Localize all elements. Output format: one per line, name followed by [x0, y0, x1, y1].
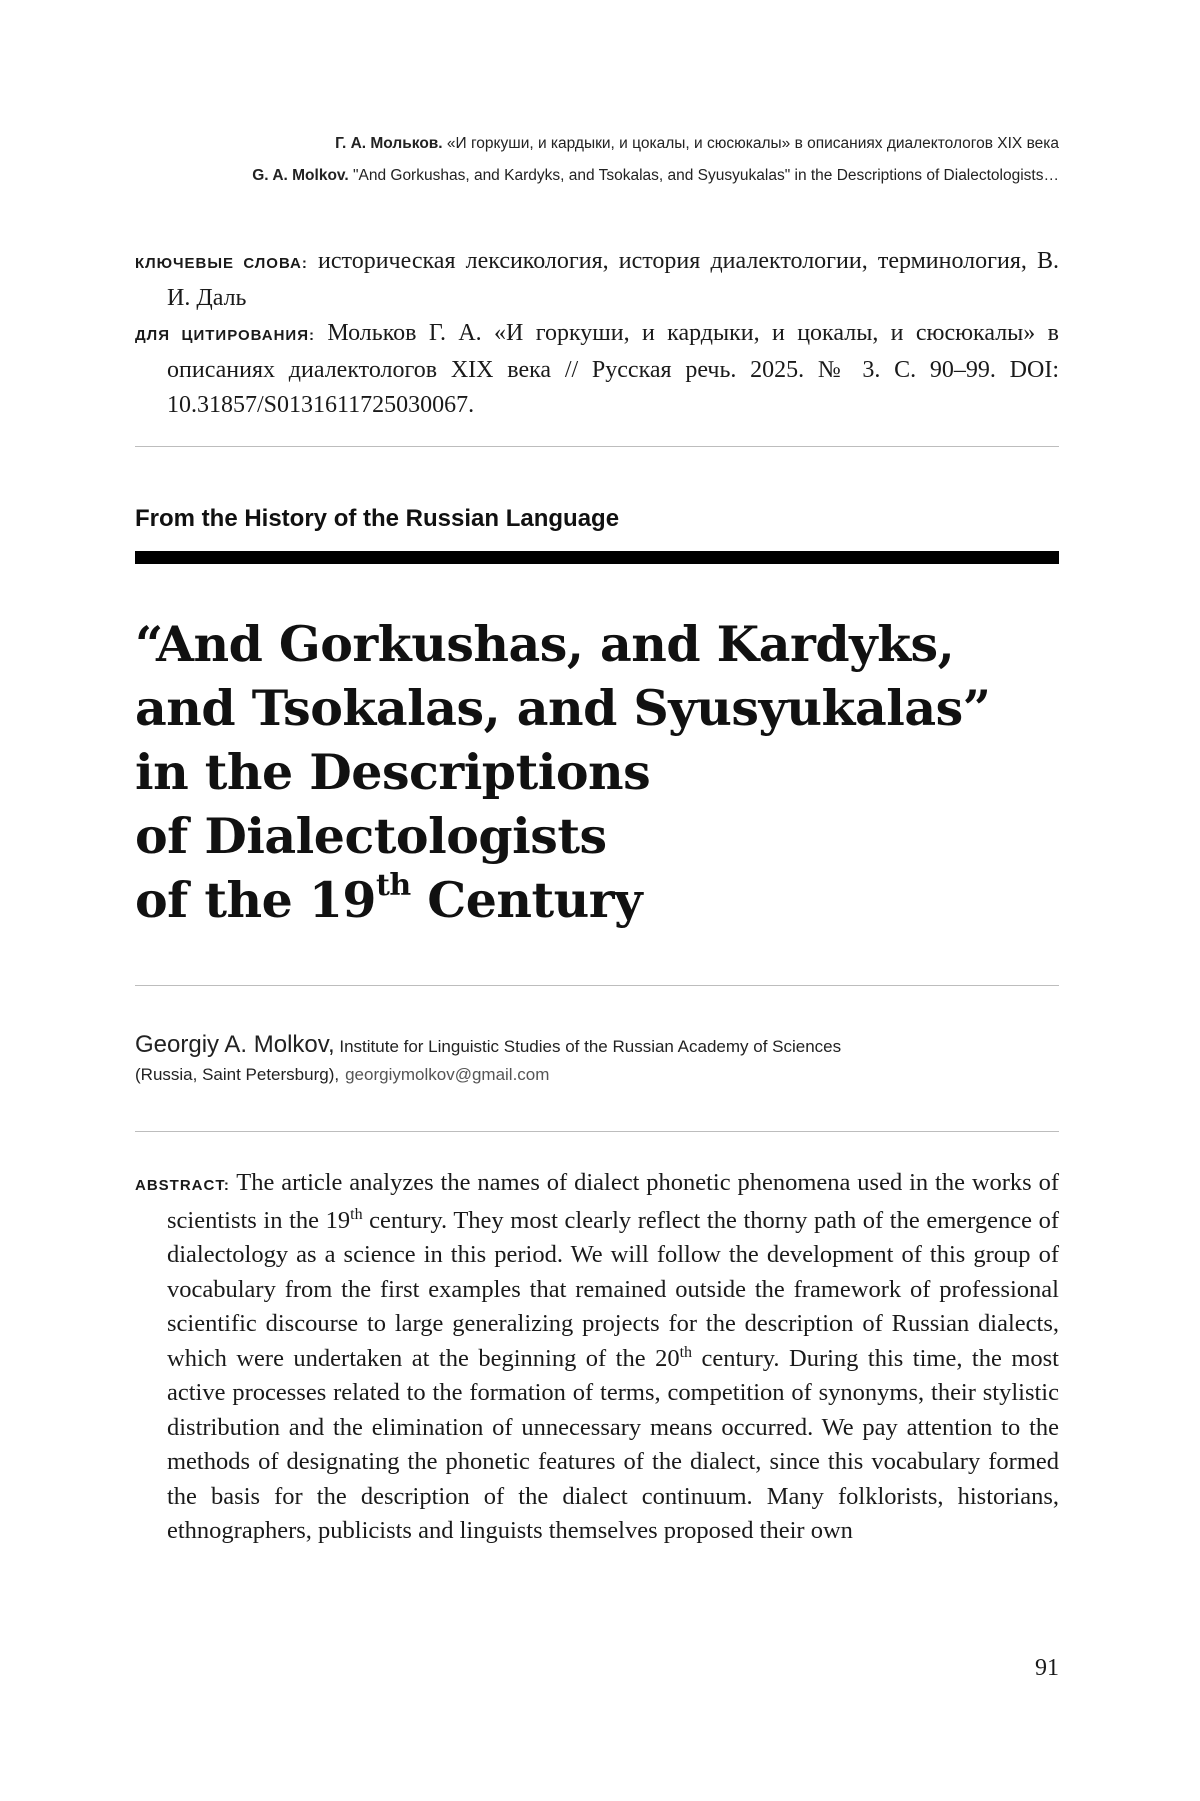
author-affiliation: Institute for Linguistic Studies of the Russian Academy of Sciences [334, 1037, 842, 1056]
author-location: (Russia, Saint Petersburg), [135, 1065, 340, 1084]
title-superscript: th [376, 868, 411, 903]
abstract [135, 1166, 1059, 1549]
divider [135, 985, 1059, 986]
article-meta [135, 244, 1059, 423]
abstract-superscript-2: th [679, 1343, 693, 1361]
running-header-en [135, 160, 1059, 192]
section-rule [135, 551, 1059, 564]
abstract-label: ABSTRACT: [135, 1177, 230, 1194]
abstract-superscript-1: th [350, 1205, 363, 1223]
abstract-text-2: century. They most clearly reflect the thorny path of the emergence of dialectology as a science in this period. We will follow the development of this group of vocabulary from the first examples that remained outside the framework of professional scientific discourse to large generalizing projects for the description of Russian dialects, which were undertaken at the beginning of the 20 [167, 1206, 1059, 1372]
title-line-3: in the Descriptions [135, 743, 651, 801]
keywords-text: историческая лексикология, история диалектологии, терминология, В. И. Даль [167, 248, 1060, 311]
title-line-4: of Dialectologists [135, 807, 607, 865]
running-header-ru-author: Г. А. Мольков. [335, 135, 443, 152]
abstract-text-3: century. During this time, the most active processes related to the formation of terms, competition of synonyms, their stylistic distribution and the elimination of unnecessary means occurred. We pay attention to the methods of designating the phonetic features of the dialect, since this vocabulary formed the basis for the description of the dialect continuum. Many folklorists, historians, ethnographers, publicists and linguists themselves proposed their own [167, 1344, 1059, 1544]
citation-label: ДЛЯ ЦИТИРОВАНИЯ: [135, 327, 315, 344]
author-line [135, 1031, 1059, 1059]
citation-text: Мольков Г. А. «И горкуши, и кардыки, и цокалы, и сюсюкалы» в описаниях диалектологов XIX века // Русская речь. 2025. № 3. С. 90–99. DOI: 10.31857/S0131611725030067. [167, 320, 1059, 418]
running-header [135, 128, 1059, 192]
citation [135, 316, 1059, 423]
keywords [135, 244, 1059, 316]
divider [135, 446, 1059, 447]
running-header-en-text: "And Gorkushas, and Kardyks, and Tsokalas, and Syusyukalas" in the Descriptions of Dialectologists… [348, 167, 1059, 184]
author-block [135, 1031, 1059, 1085]
abstract-text-1: The article analyzes the names of dialect phonetic phenomena used in the works of scientists in the 19 [167, 1169, 1059, 1234]
page-number: 91 [1035, 1655, 1059, 1681]
divider [135, 1131, 1059, 1132]
running-header-en-author: G. A. Molkov. [252, 167, 349, 184]
article-title [135, 612, 1059, 932]
running-header-ru-text: «И горкуши, и кардыки, и цокалы, и сюсюкалы» в описаниях диалектологов XIX века [442, 135, 1059, 152]
section-title: From the History of the Russian Language [135, 505, 620, 532]
title-line-5 [135, 868, 1059, 932]
title-line-5-pre: of the 19 [135, 871, 377, 929]
title-line-2: and Tsokalas, and Syusyukalas” [135, 679, 991, 737]
author-email-link[interactable]: georgiymolkov@gmail.com [345, 1065, 550, 1084]
keywords-label: КЛЮЧЕВЫЕ СЛОВА: [135, 255, 308, 272]
title-line-1: “And Gorkushas, and Kardyks, [135, 615, 955, 673]
abstract-paragraph [135, 1166, 1059, 1549]
author-name: Georgiy A. Molkov, [135, 1031, 335, 1058]
author-location-line [135, 1065, 1059, 1085]
running-header-ru [135, 128, 1059, 160]
title-line-5-post: Century [410, 871, 643, 929]
